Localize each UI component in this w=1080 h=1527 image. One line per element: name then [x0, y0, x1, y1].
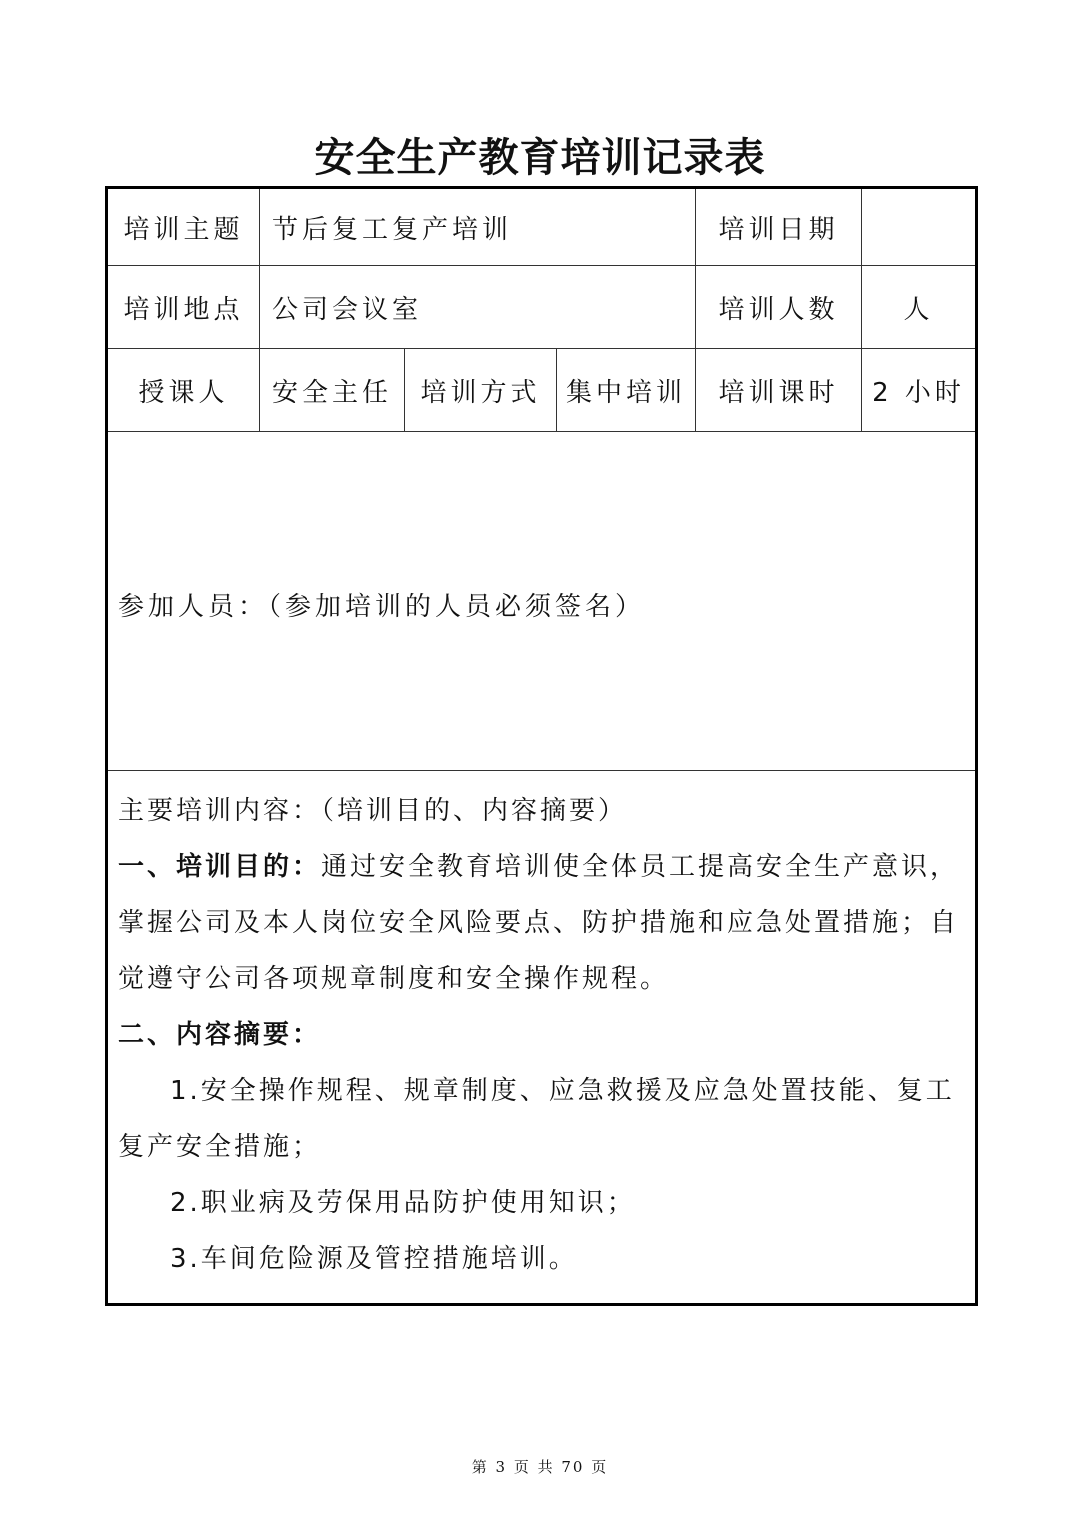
- table-row-location: [107, 266, 977, 349]
- table-row-lecturer: [107, 349, 977, 432]
- hours-label: 培训课时: [696, 349, 862, 432]
- content-block: [108, 771, 975, 1303]
- table-row-participants: [107, 432, 977, 771]
- list-item: 3.车间危险源及管控措施培训。: [170, 1244, 578, 1274]
- list-item: 2.职业病及劳保用品防护使用知识；: [170, 1188, 636, 1218]
- participants-label: 参加人员：（参加培训的人员必须签名）: [118, 592, 646, 622]
- topic-label: 培训主题: [107, 188, 260, 266]
- topic-value: 节后复工复产培训: [260, 188, 696, 266]
- location-value: 公司会议室: [260, 266, 696, 349]
- lecturer-value: 安全主任: [260, 349, 405, 432]
- summary-label: 二、内容摘要：: [118, 1020, 322, 1050]
- table-row-topic: [107, 188, 977, 266]
- purpose-label: 一、培训目的：: [118, 852, 322, 882]
- method-label: 培训方式: [405, 349, 557, 432]
- table-row-content: [107, 771, 977, 1305]
- location-label: 培训地点: [107, 266, 260, 349]
- page-title: 安全生产教育培训记录表: [314, 134, 766, 181]
- method-value: 集中培训: [557, 349, 696, 432]
- date-label: 培训日期: [696, 188, 862, 266]
- purpose-paragraph: [118, 839, 965, 1007]
- list-item: 1.安全操作规程、规章制度、应急救援及应急处置技能、复工复产安全措施；: [118, 1076, 955, 1162]
- lecturer-label: 授课人: [107, 349, 260, 432]
- content-heading: 主要培训内容：（培训目的、内容摘要）: [118, 796, 628, 826]
- content-cell: [107, 771, 977, 1305]
- count-value[interactable]: 人: [862, 266, 977, 349]
- participants-cell[interactable]: [107, 432, 977, 771]
- hours-value: 2 小时: [862, 349, 977, 432]
- date-value[interactable]: [862, 188, 977, 266]
- purpose-text: 通过安全教育培训使全体员工提高安全生产意识，掌握公司及本人岗位安全风险要点、防护措施和应急处置措施；自觉遵守公司各项规章制度和安全操作规程。: [118, 852, 960, 994]
- count-label: 培训人数: [696, 266, 862, 349]
- page-number-footer: 第 3 页 共 70 页: [471, 1458, 609, 1476]
- training-record-table: [105, 186, 978, 1306]
